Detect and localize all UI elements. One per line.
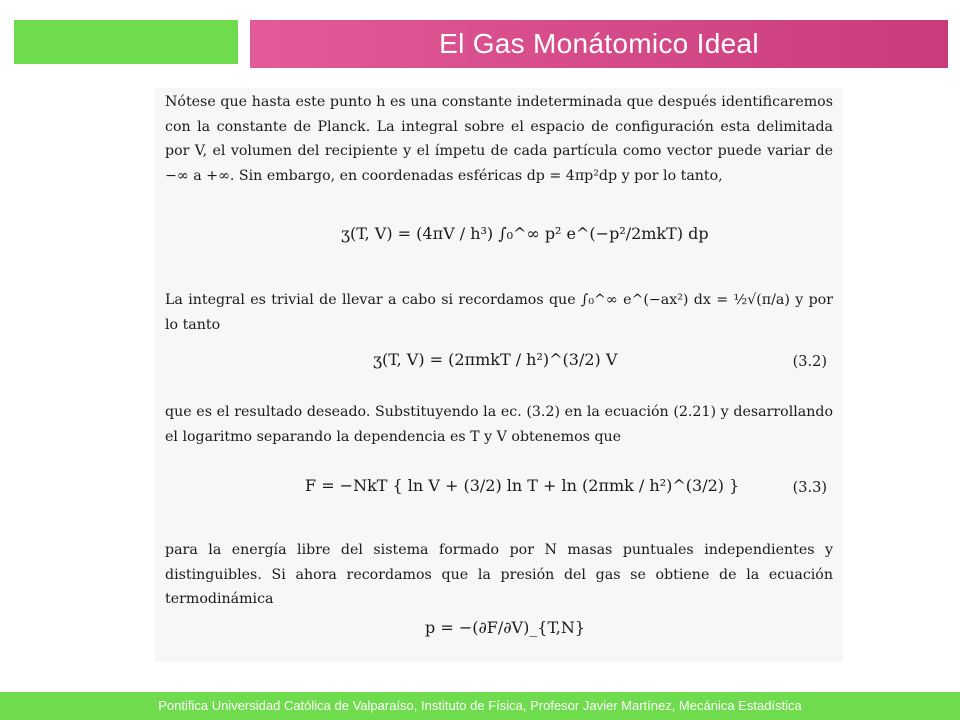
equation-3-text: F = −NkT { ln V + (3/2) ln T + ln (2πmk / h²)^(3/2) } [305, 476, 740, 495]
equation-2 [373, 350, 617, 369]
paragraph-3: que es el resultado deseado. Substituyendo la ec. (3.2) en la ecuación (2.21) y desarrollando el logaritmo separando la dependencia es T y V obtenemos que [165, 404, 833, 445]
paragraph-2: La integral es trivial de llevar a cabo si recordamos que ∫₀^∞ e^(−ax²) dx = ½√(π/a) y por lo tanto [165, 292, 833, 333]
equation-2-text: ʒ(T, V) = (2πmkT / h²)^(3/2) V [373, 350, 618, 369]
paragraph-4: para la energía libre del sistema formado por N masas puntuales independientes y distinguibles. Si ahora recordamos que la presión del gas se obtiene de la ecuación termodinámica [165, 542, 833, 607]
equation-2-number: (3.2) [792, 354, 827, 370]
paragraph-1: Nótese que hasta este punto h es una constante indeterminada que después identificaremos con la constante de Planck. La integral sobre el espacio de configuración esta delimitada por V, el volumen del recipiente y el ímpetu de cada partícula como vector puede variar de −∞ a +∞. Sin embargo, en coordenadas esféricas dp = 4πp²dp y por lo tanto, [165, 94, 833, 184]
slide-title: El Gas Monátomico Ideal [250, 20, 948, 68]
header-accent-block [14, 20, 238, 64]
equation-1-text: ʒ(T, V) = (4πV / h³) ∫₀^∞ p² e^(−p²/2mkT) dp [341, 224, 709, 243]
equation-1 [341, 224, 709, 243]
scanned-document [155, 88, 843, 662]
equation-4-text: p = −(∂F/∂V)_{T,N} [425, 618, 586, 637]
equation-3 [305, 476, 739, 495]
equation-4 [425, 618, 585, 637]
equation-3-number: (3.3) [792, 480, 827, 496]
footer-bar: Pontifica Universidad Católica de Valparaíso, Instituto de Física, Profesor Javier Martínez, Mecánica Estadística [0, 692, 960, 720]
